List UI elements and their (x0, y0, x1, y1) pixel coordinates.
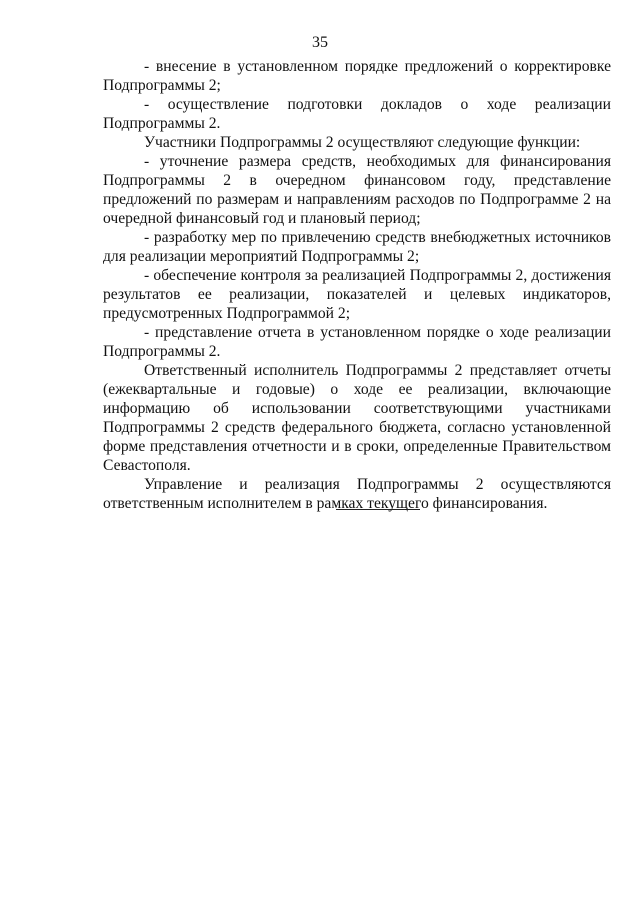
paragraph-report-submission: - представление отчета в установленном порядке о ходе реализации Подпрограммы 2. (103, 324, 611, 360)
page-number: 35 (312, 34, 328, 51)
paragraph-funding-clarification: - уточнение размера средств, необходимых для финансирования Подпрограммы 2 в очередном финансовом году, представление предложений по размерам и направлениям расходов по Подпрограмме 2 на очередной финансовый год и плановый период; (103, 153, 611, 227)
paragraph-management-implementation: Управление и реализация Подпрограммы 2 осуществляются ответственным исполнителем в рамках текущего финансирования. (103, 476, 611, 512)
closing-rule (336, 509, 420, 510)
paragraph-reports-preparation: - осуществление подготовки докладов о ходе реализации Подпрограммы 2. (103, 96, 611, 132)
paragraph-responsible-executor-reports: Ответственный исполнитель Подпрограммы 2 представляет отчеты (ежеквартальные и годовые) о ходе ее реализации, включающие информацию об использовании соответствующими участниками Подпрограммы 2 средств федерального бюджета, согласно установленной форме представления отчетности и в сроки, определенные Правительством Севастополя. (103, 362, 611, 474)
document-body (103, 57, 611, 513)
paragraph-proposals-adjustment: - внесение в установленном порядке предложений о корректировке Подпрограммы 2; (103, 58, 611, 94)
paragraph-implementation-control: - обеспечение контроля за реализацией Подпрограммы 2, достижения результатов ее реализации, показателей и целевых индикаторов, предусмотренных Подпрограммой 2; (103, 267, 611, 322)
paragraph-extrabudgetary-sources: - разработку мер по привлечению средств внебюджетных источников для реализации мероприятий Подпрограммы 2; (103, 229, 611, 265)
paragraph-participants-functions: Участники Подпрограммы 2 осуществляют следующие функции: (144, 134, 581, 151)
